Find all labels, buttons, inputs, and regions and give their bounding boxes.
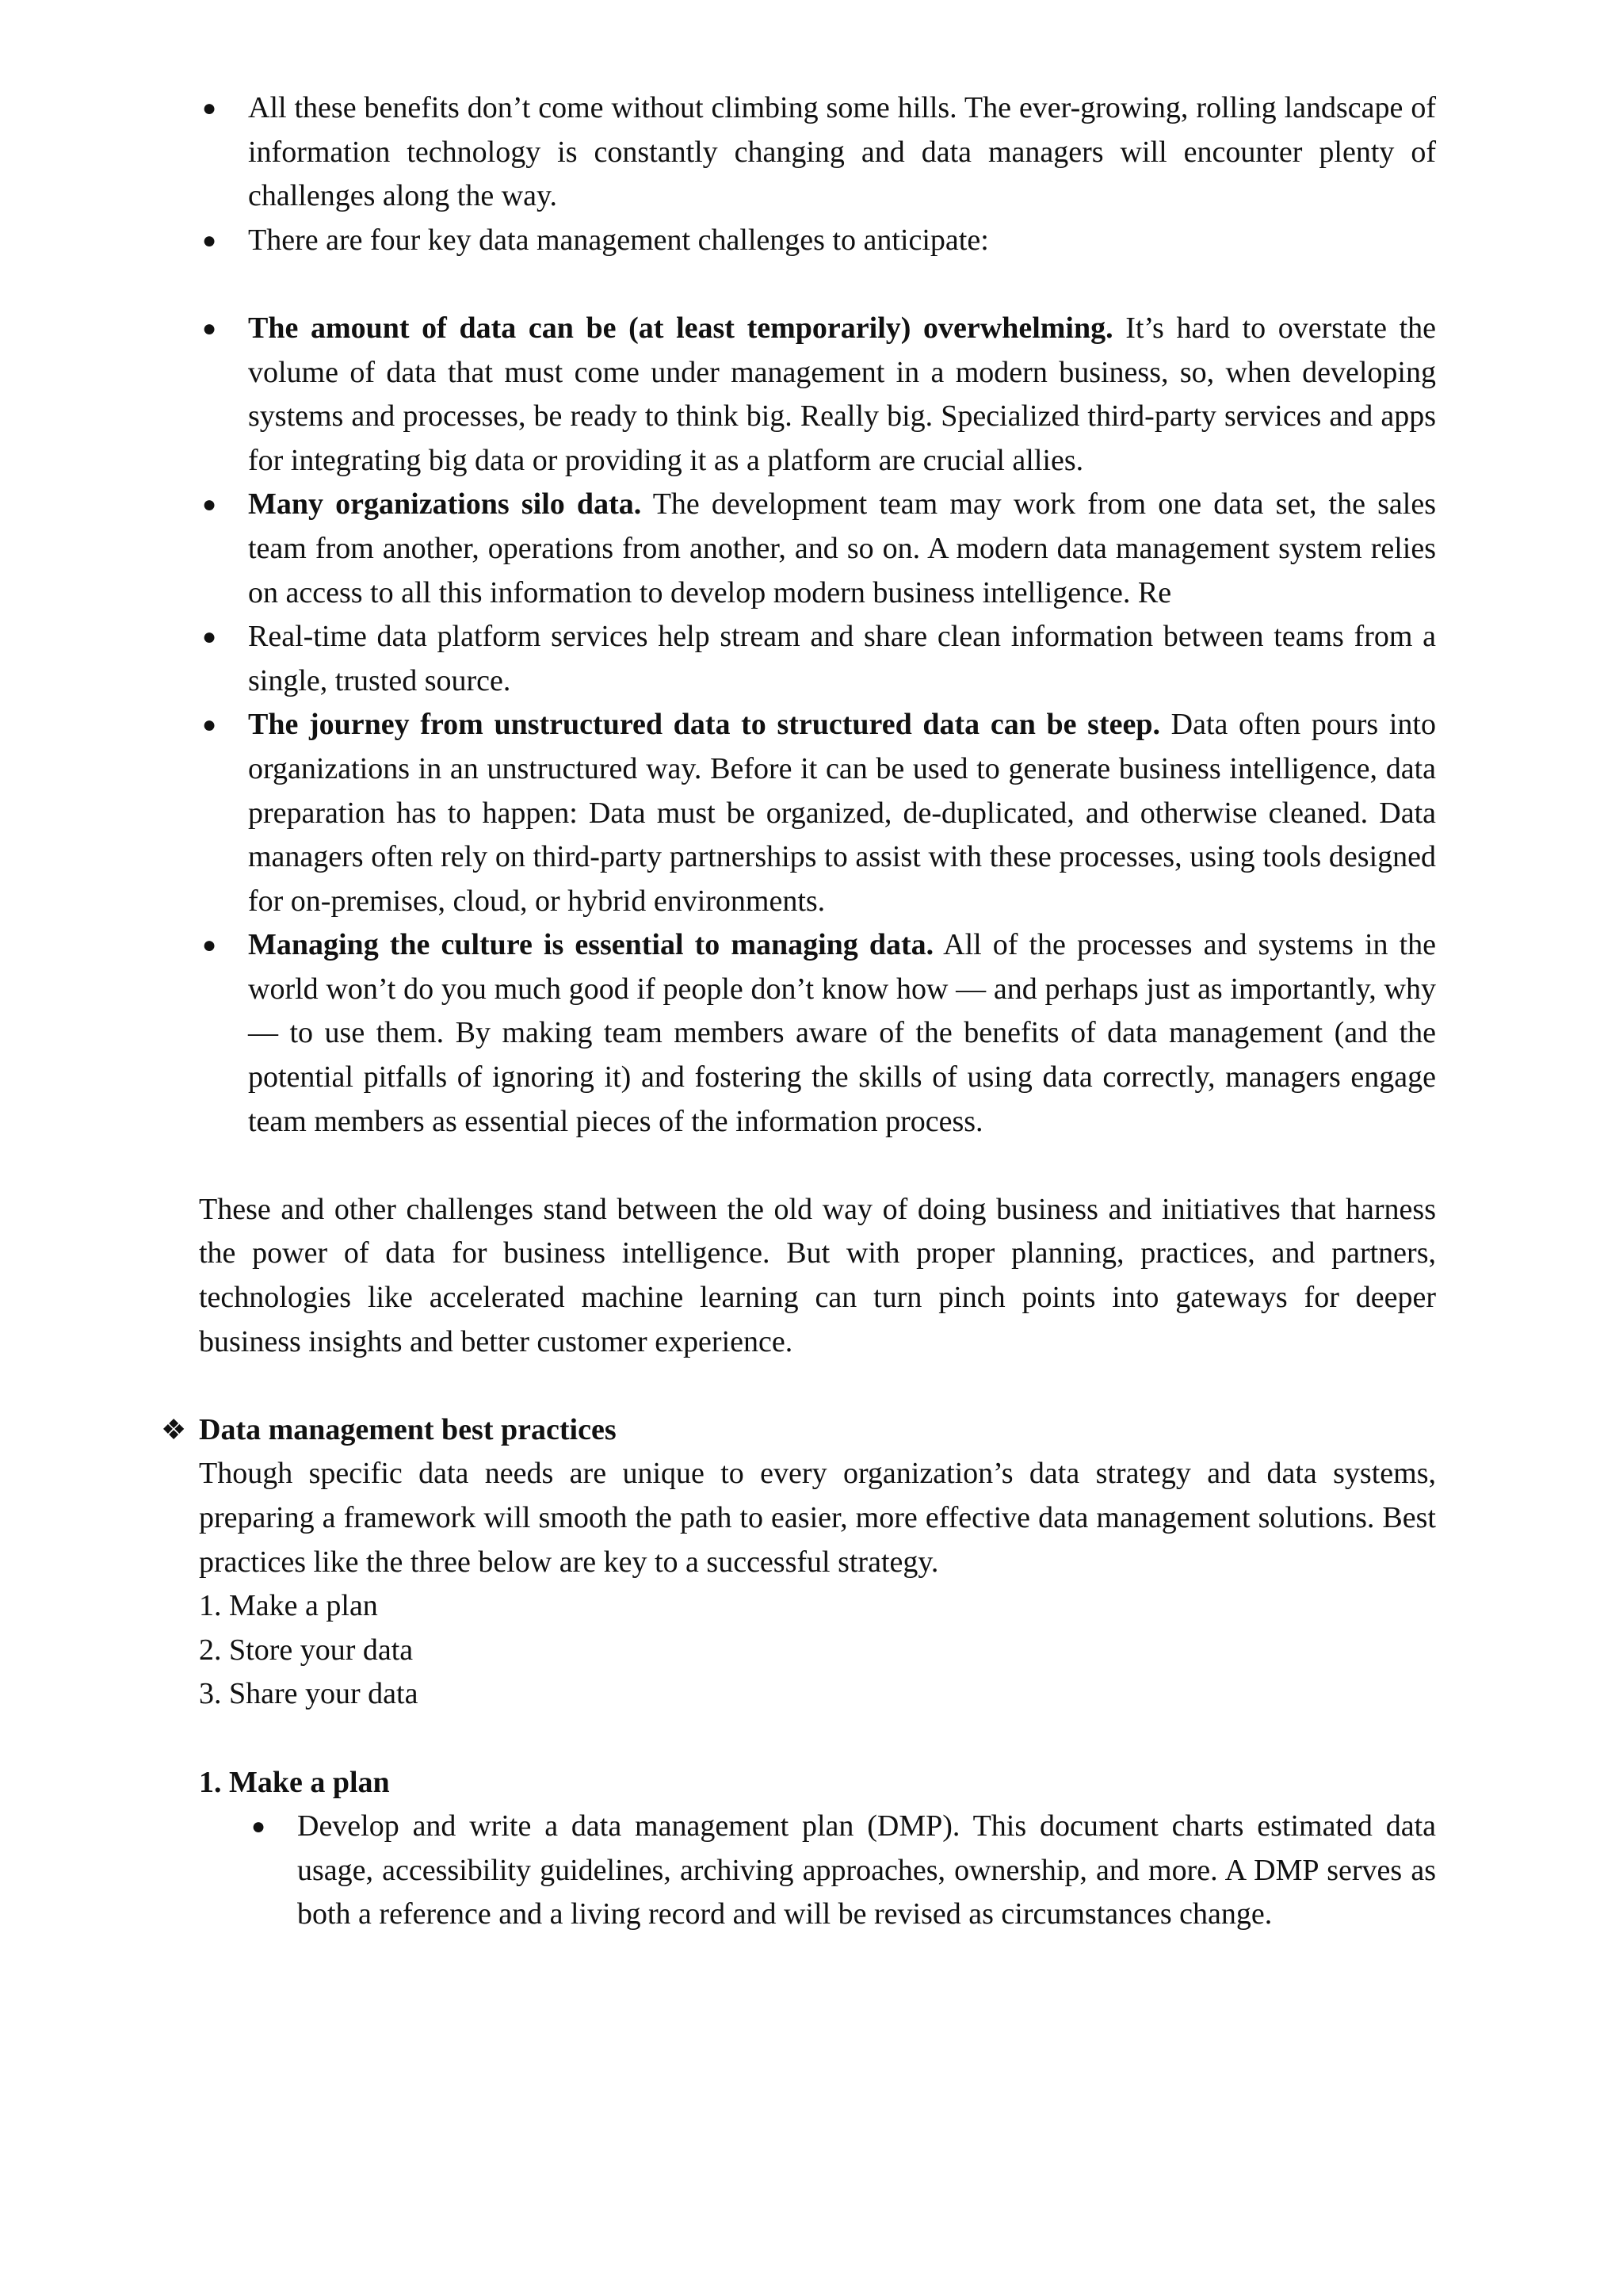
- bullet-icon: ●: [202, 95, 217, 121]
- challenge-title: Many organizations silo data.: [248, 487, 642, 521]
- challenge-item: [199, 483, 1436, 615]
- bullet-icon: ●: [202, 227, 217, 254]
- best-practice-item: 3. Share your data: [199, 1677, 418, 1711]
- challenge-title: The amount of data can be (at least temporarily) overwhelming.: [248, 311, 1113, 345]
- spacer: [199, 1364, 1436, 1408]
- best-practice-item: 2. Store your data: [199, 1633, 414, 1667]
- bullet-icon: ●: [202, 491, 217, 518]
- closing-paragraph: These and other challenges stand between the old way of doing business and initiatives that harness the power of data for business intelligence. But with proper planning, practices, and partners, technologies like accelerated machine learning can turn pinch points into gateways for deeper business insights and better customer experience.: [199, 1192, 1436, 1358]
- section-bullet-list: [199, 1805, 1436, 1937]
- page-content: [161, 86, 1436, 1937]
- challenge-item: [199, 923, 1436, 1144]
- challenge-text: All of the processes and systems in the world won’t do you much good if people don’t know how — and perhaps just as importantly, why — to use them. By making team members aware of the benefits of data management (and the potential pitfalls of ignoring it) and fostering the skills of using data correctly, managers engage team members as essential pieces of the information process.: [248, 928, 1436, 1138]
- diamond-bullet-icon: ❖: [161, 1413, 187, 1446]
- best-practices-heading-text: Data management best practices: [199, 1412, 617, 1446]
- best-practices-heading: [161, 1408, 1436, 1453]
- bullet-icon: ●: [202, 315, 217, 342]
- spacer: [199, 262, 1436, 307]
- section-heading: 1. Make a plan: [199, 1765, 390, 1799]
- best-practices-intro: Though specific data needs are unique to every organization’s data strategy and data systems, preparing a framework will smooth the path to easier, more effective data management solutions. Best practices like the three below are key to a successful strategy.: [199, 1457, 1436, 1579]
- intro-bullet-list: [199, 86, 1436, 262]
- challenge-item: [199, 703, 1436, 923]
- spacer: [199, 1144, 1436, 1188]
- challenge-text: Data often pours into organizations in an unstructured way. Before it can be used to generate business intelligence, data preparation has to happen: Data must be organized, de-duplicated, and otherwise cleaned. Data managers often rely on third-party partnerships to assist with these processes, using tools designed for on-premises, cloud, or hybrid environments.: [248, 708, 1436, 918]
- bullet-icon: ●: [202, 624, 217, 651]
- challenge-title: Managing the culture is essential to managing data.: [248, 928, 934, 962]
- intro-bullet-text: All these benefits don’t come without climbing some hills. The ever-growing, rolling landscape of information technology is constantly changing and data managers will encounter plenty of challenges along the way.: [248, 91, 1436, 213]
- bullet-icon: ●: [202, 712, 217, 739]
- challenge-item: [199, 615, 1436, 703]
- challenge-text: It’s hard to overstate the volume of data that must come under management in a modern business, so, when developing systems and processes, be ready to think big. Really big. Specialized third-party services and apps for integrating big data or providing it as a platform are crucial allies.: [248, 311, 1436, 477]
- best-practices-list: [199, 1584, 1436, 1717]
- challenge-item: [199, 307, 1436, 483]
- bullet-icon: ●: [251, 1813, 266, 1840]
- challenge-text: Real-time data platform services help stream and share clean information between teams from a single, trusted source.: [248, 620, 1436, 697]
- section-bullet-item: [248, 1805, 1436, 1937]
- challenge-text: The development team may work from one data set, the sales team from another, operations from another, and so on. A modern data management system relies on access to all this information to develop modern business intelligence. Re: [248, 487, 1436, 609]
- intro-bullet-item: [199, 86, 1436, 219]
- challenge-title: The journey from unstructured data to structured data can be steep.: [248, 708, 1160, 742]
- intro-bullet-text: There are four key data management challenges to anticipate:: [248, 223, 989, 257]
- section-bullet-text: Develop and write a data management plan (DMP). This document charts estimated data usage, accessibility guidelines, archiving approaches, ownership, and more. A DMP serves as both a reference and a living record and will be revised as circumstances change.: [297, 1809, 1436, 1931]
- spacer: [199, 1717, 1436, 1761]
- best-practice-item: 1. Make a plan: [199, 1589, 378, 1623]
- bullet-icon: ●: [202, 932, 217, 959]
- challenges-list: [199, 307, 1436, 1144]
- intro-bullet-item: [199, 219, 1436, 263]
